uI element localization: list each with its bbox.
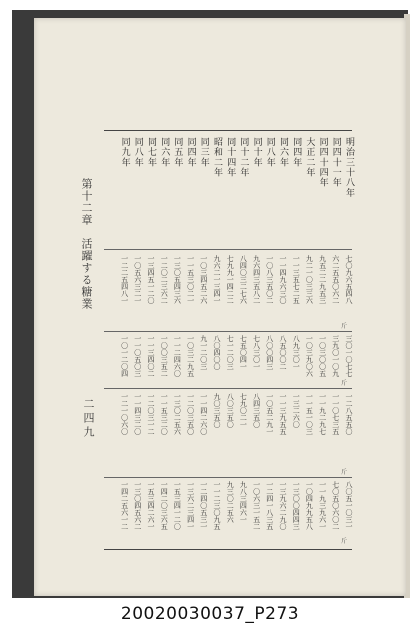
value-cell: 一四二〇三六五 [160,481,169,530]
value-cell: 八四〇三二七六 [239,255,248,304]
value-cell: 一〇五二九一 [265,393,274,435]
value-cell: 八〇五一〇三一 [345,481,353,530]
unit-label: 斤 [341,469,348,476]
value-cell: 一一三五七二五 [292,255,301,304]
year-cell: 同四年 [185,137,196,168]
value-cell: 七九〇二一 [239,393,248,428]
value-cell: 一一四三二〇 [133,393,142,435]
value-cell: 一〇四九九五八 [305,481,314,530]
value-cell: 七〇五〇六〇二 [331,481,340,530]
value-cell: 一〇三〇〇五 [318,335,327,377]
value-cell: 八九三〇一 [292,335,301,370]
value-cell: 九二一〇三三六 [305,255,314,304]
year-cell: 同八年 [132,137,143,168]
value-cell: 一一三九五五 [279,393,287,435]
table-column [263,131,276,549]
value-cell: 八〇四〇〇 [213,335,221,370]
value-cell: 七八三〇一 [252,335,261,370]
value-cell: 七五〇四一 [239,335,248,370]
year-cell: 同十四年 [225,137,236,178]
table-column [329,131,342,549]
value-cell: 一〇三四五二六 [199,255,208,304]
value-cell: 九六二一三四一 [213,255,221,304]
table-column [342,131,355,549]
value-cell: 一二〇三五〇 [186,393,195,435]
table-column [236,131,249,549]
year-cell: 同七年 [146,137,156,168]
table-column [197,131,210,549]
value-cell: 八〇三五〇 [226,393,235,428]
value-cell: 一一〇七三五 [331,393,340,435]
value-cell: 一一三四〇二 [147,335,155,377]
value-cell: 一〇六三一五二 [252,481,261,530]
year-cell: 同十二年 [238,137,249,178]
value-cell: 七九九一四二二 [226,255,235,304]
value-cell: 一一五一〇三 [305,393,314,435]
value-cell: 一一二四六〇 [173,335,182,377]
value-cell: 一三四五一二〇 [147,255,155,304]
value-cell: 一一九三九六一 [318,481,327,530]
value-cell: 九三〇二五六 [226,481,235,523]
year-cell: 同八年 [264,137,275,168]
unit-label: 斤 [341,323,348,330]
value-cell: 九八三四六一 [239,481,248,523]
year-cell: 同六年 [278,137,288,168]
table-column [118,131,131,549]
table-column [289,131,302,549]
value-cell: 一一〇五〇三 [133,335,142,377]
table-column [144,131,157,549]
value-cell: 一〇一二〇四 [120,335,129,377]
table-column [316,131,329,549]
table-column [131,131,144,549]
value-cell: 一三〇〇四四三 [292,481,301,530]
value-cell: 一三〇四五六二 [133,481,142,530]
year-cell: 同五年 [172,137,183,168]
value-cell: 一〇八三五〇二 [265,255,274,304]
value-cell: 一三六二三四一 [186,481,195,530]
value-cell: 一〇三九〇六 [305,335,314,377]
year-cell: 同四十四年 [317,137,328,188]
value-cell: 一三〇五四三六 [173,255,182,304]
value-cell: 一二〇三一二 [147,393,155,435]
data-table [104,130,352,550]
value-cell: 六二五五〇六二 [331,255,340,304]
value-cell: 七一二〇三 [226,335,235,370]
table-column [210,131,223,549]
value-cell: 一〇三二九五 [186,335,195,377]
value-cell: 三〇一〇七七 [345,335,353,377]
value-cell: 一三九六二九〇 [279,481,287,530]
year-cell: 同九年 [119,137,130,168]
table-column [276,131,289,549]
year-cell: 同六年 [159,137,170,168]
value-cell: 一〇〇三五二 [160,335,169,377]
value-cell: 一五三四一二〇 [173,481,182,530]
year-cell: 同四十一年 [330,137,341,188]
value-cell: 一二四〇五三一 [199,481,208,530]
unit-label: 斤 [341,538,348,545]
value-cell: 九一二〇三 [199,335,208,370]
running-head: 第十二章 活躍する糖業 [80,178,93,310]
value-cell: 一二二五四八一 [120,255,129,304]
value-cell: 一二八五五〇 [345,393,353,435]
value-cell: 九〇三五〇 [213,393,221,428]
table-column [157,131,170,549]
value-cell: 七〇九六五四八 [345,255,353,304]
value-cell: 一三〇二五六 [173,393,182,435]
year-cell: 大正二年 [304,137,315,178]
table-column [250,131,263,549]
value-cell: 一一五三〇二一 [186,255,195,304]
value-cell: 九六四三五八二 [252,255,261,304]
value-cell: 一二一〇六〇 [120,393,129,435]
value-cell: 一二四一八三五 [265,481,274,530]
table-column [184,131,197,549]
value-cell: 一〇五六三二一 [133,255,142,304]
value-cell: 八五〇〇二 [279,335,287,370]
value-cell: 一一二三〇九五 [213,481,221,530]
table-column [223,131,236,549]
value-cell: 九五二二九五三 [318,255,327,304]
value-cell: 一一四二六〇 [199,393,208,435]
year-cell: 昭和二年 [212,137,222,178]
value-cell: 一五三四二六一 [147,481,155,530]
value-cell: 一一九二九七 [318,393,327,435]
year-cell: 明治三十八年 [344,137,354,199]
page-number: 二四九 [82,398,95,440]
value-cell: 八四三五〇 [252,393,261,428]
value-cell: 一三二六〇 [292,393,301,428]
year-cell: 同三年 [198,137,209,168]
value-cell: 一一五三二〇 [160,393,169,435]
value-cell: 一一四九六三〇 [279,255,287,304]
year-cell: 同十年 [251,137,262,168]
year-cell: 同四年 [291,137,302,168]
image-caption: 20020030037_P273 [120,604,300,624]
table-column [170,131,183,549]
value-cell: 一二〇二三六二 [160,255,169,304]
value-cell: 八〇〇四三 [265,335,274,370]
unit-label: 斤 [341,380,348,387]
value-cell: 一四二五六一二 [120,481,129,530]
table-column [302,131,315,549]
value-cell: 三九〇一〇九 [331,335,340,377]
